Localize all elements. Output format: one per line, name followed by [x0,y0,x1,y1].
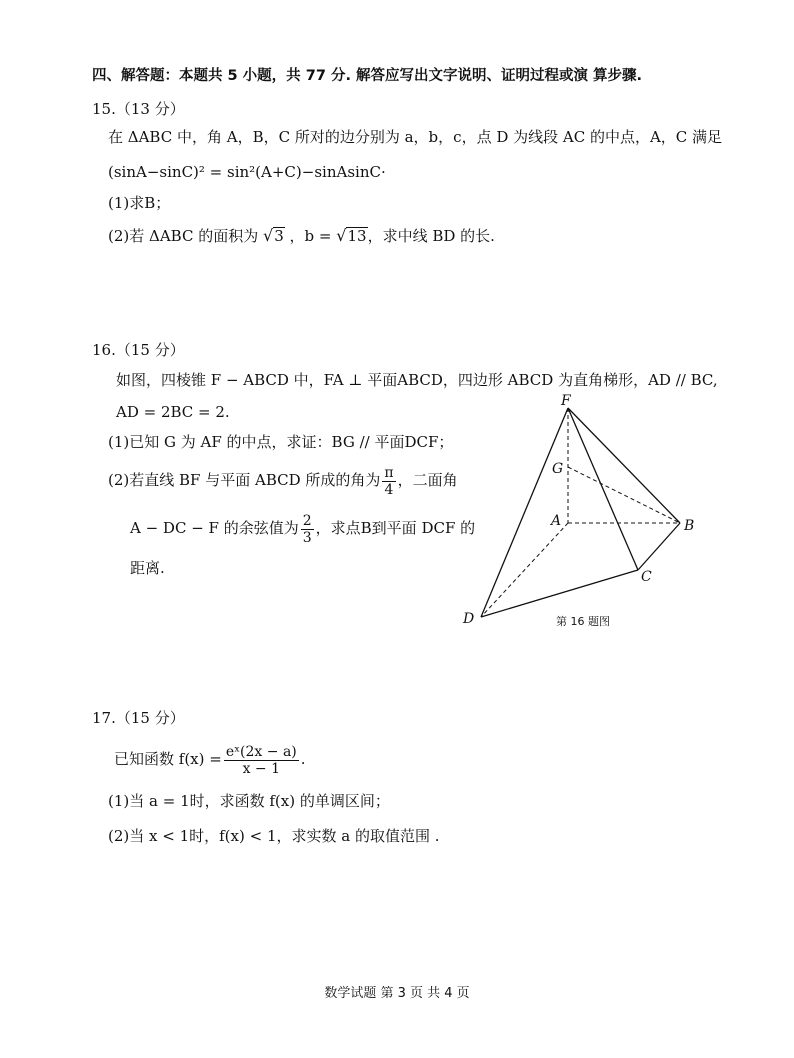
q15-points: （13 分） [115,100,185,118]
sqrt-symbol: √ [336,226,347,245]
q16-part2-line3: 距离. [130,559,165,577]
label-C: C [641,569,652,585]
q15-sqrt-13: 13 [347,227,367,245]
label-A: A [551,513,562,529]
q17-points: （15 分） [115,709,185,727]
q16-part1: (1)已知 G 为 AF 的中点，求证：BG // 平面DCF； [108,433,454,451]
q16-part2-text-b: ，二面角 [397,471,458,489]
q15-sqrt-3: 3 [274,227,284,245]
label-D: D [463,611,475,625]
fraction-denominator: 3 [302,529,312,546]
fraction-numerator: 2 [302,512,312,529]
q17-stem [114,739,306,779]
page-footer: 数学试题 第 3 页 共 4 页 [324,986,470,1001]
q16-part2-line1 [108,462,458,498]
edge-FC [568,408,638,570]
edge-FB [568,408,680,523]
edge-CB [638,523,680,570]
edge-GB [568,467,680,523]
q15-header [92,99,185,119]
pyramid-figure [455,385,705,625]
q17-part2: (2)当 x < 1时，f(x) < 1，求实数 a 的取值范围 . [108,827,440,845]
q17-header [92,708,185,728]
q15-part2 [108,226,495,246]
q17-part1: (1)当 a = 1时，求函数 f(x) 的单调区间； [108,792,390,810]
sqrt-symbol: √ [263,226,274,245]
q17-stem-text: 已知函数 f(x) = [114,750,222,768]
q15-stem-b: (sinA−sinC)² = sin²(A+C)−sinAsinC· [108,163,386,181]
q16-cosine-fraction [301,513,314,546]
label-B: B [684,518,695,534]
q15-stem-a: 在 ΔABC 中，角 A，B，C 所对的边分别为 a，b，c，点 D 为线段 AC 的中点，A，C 满足 [108,128,723,146]
q16-part2-line2 [130,510,475,546]
q16-stem-a: 如图，四棱锥 F − ABCD 中，FA ⊥ 平面ABCD，四边形 ABCD 为直角梯形，AD // BC, [116,371,718,389]
q17-stem-period: . [300,750,306,768]
edge-AD [481,523,568,617]
q17-function-fraction [224,744,299,777]
q16-part2-text-a: (2)若直线 BF 与平面 ABCD 所成的角为 [108,471,381,489]
q15-part2-text-a: (2)若 ΔABC 的面积为 [108,227,259,245]
q16-part2-text-c: A − DC − F 的余弦值为 [130,519,299,537]
fraction-denominator: 4 [384,481,394,498]
q15-part2-text-c: ，求中线 BD 的长. [367,227,495,245]
q16-stem-b: AD = 2BC = 2. [116,403,230,421]
q16-part2-text-d: ，求点B到平面 DCF 的 [315,519,476,537]
fraction-denominator: x − 1 [242,760,281,777]
q15-part1: (1)求B； [108,194,171,212]
edge-DC [481,570,638,617]
fraction-numerator: π [384,464,394,481]
q16-points: （15 分） [115,341,185,359]
q16-header [92,340,185,360]
q15-number: 15. [92,100,116,118]
section-heading: 四、解答题：本题共 5 小题，共 77 分. 解答应写出文字说明、证明过程或演 算步骤. [92,68,643,84]
q16-angle-fraction [382,465,395,498]
q16-number: 16. [92,341,116,359]
q17-number: 17. [92,709,116,727]
fraction-numerator: eˣ(2x − a) [225,743,297,760]
q15-part2-text-b: ，b = [289,227,332,245]
label-G: G [552,461,564,477]
figure-caption: 第 16 题图 [556,615,610,628]
label-F: F [561,393,571,409]
